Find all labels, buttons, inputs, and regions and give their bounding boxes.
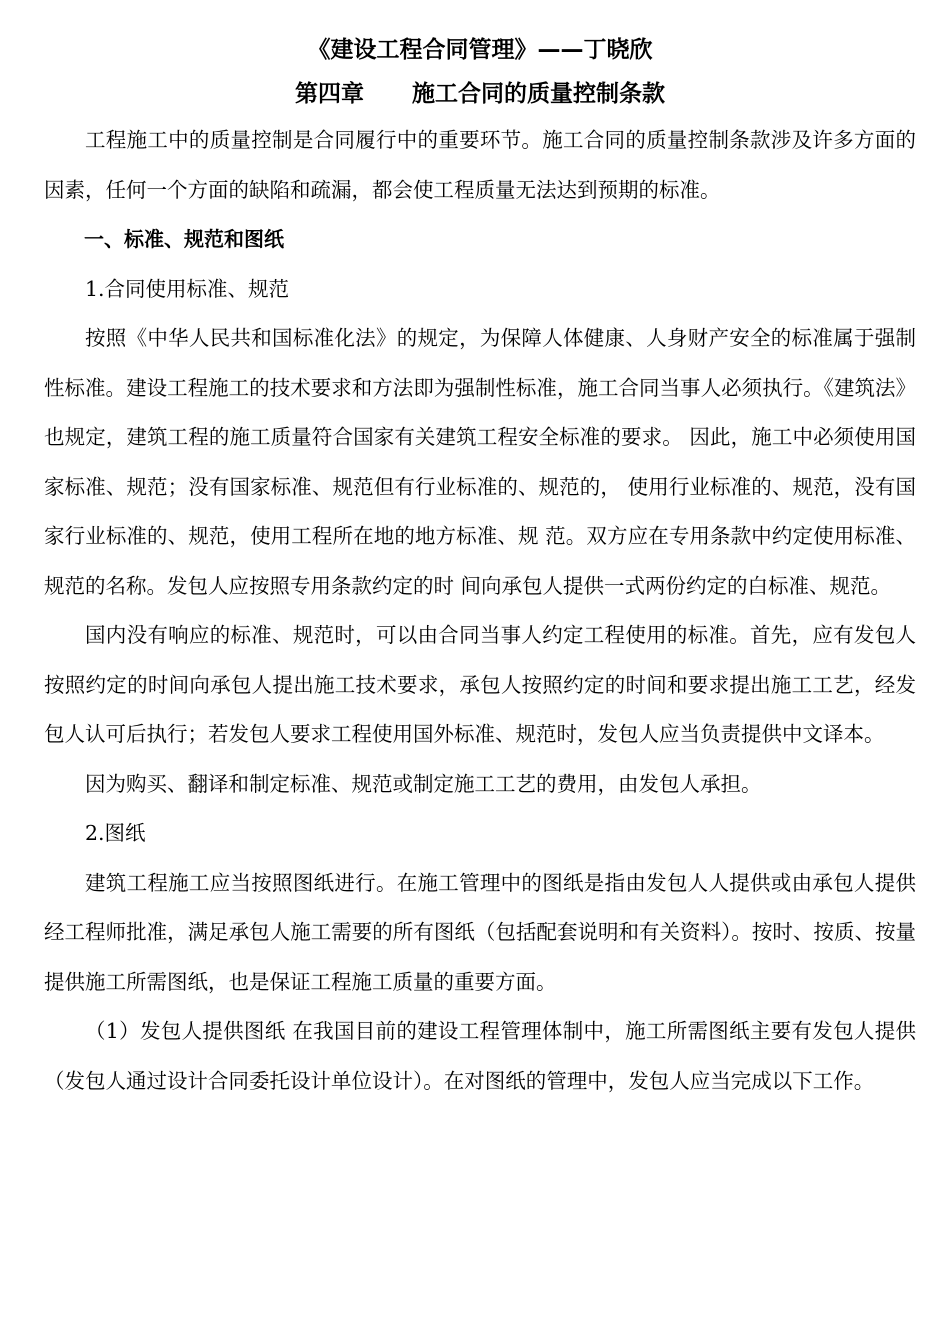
subsection-contract-standards: 1.合同使用标准、规范 bbox=[85, 276, 290, 301]
chapter-number: 第四章 bbox=[295, 81, 364, 107]
document-body bbox=[44, 116, 916, 1106]
paragraph-standards-cost: 因为购买、翻译和制定标准、规范或制定施工工艺的费用，由发包人承担。 bbox=[85, 771, 762, 796]
paragraph-drawings: 建筑工程施工应当按照图纸进行。在施工管理中的图纸是指由发包人人提供或由承包人提供经工程师批准，满足承包人施工需要的所有图纸（包括配套说明和有关资料）。按时、按质、按量提供施工所需图纸，也是保证工程施工质量的重要方面。 bbox=[44, 870, 916, 994]
paragraph-no-domestic-standards: 国内没有响应的标准、规范时，可以由合同当事人约定工程使用的标准。首先，应有发包人按照约定的时间向承包人提出施工技术要求，承包人按照约定的时间和要求提出施工工艺，经发包人认可后执行；若发包人要求工程使用国外标准、规范时，发包人应当负责提供中文译本。 bbox=[44, 623, 916, 746]
section-heading-standards: 一、标准、规范和图纸 bbox=[84, 227, 284, 251]
document-page bbox=[44, 30, 916, 1106]
chapter-heading bbox=[44, 74, 916, 114]
document-title: 《建设工程合同管理》——丁晓欣 bbox=[307, 37, 653, 63]
paragraph-mandatory-standards: 按照《中华人民共和国标准化法》的规定，为保障人体健康、人身财产安全的标准属于强制性标准。建设工程施工的技术要求和方法即为强制性标准，施工合同当事人必须执行。《建筑法》也规定，建筑工程的施工质量符合国家有关建筑工程安全标准的要求。 因此，施工中必须使用国家标准、规范；没有国家标准、规范但有行业标准的、规范的， 使用行业标准的、规范，没有国家行业标准的、规范，使用工程所在地的地方标准、规 范。双方应在专用条款中约定使用标准、规范的名称。发包人应按照专用条款约定的时 间向承包人提供一式两份约定的白标准、规范。 bbox=[44, 326, 916, 598]
paragraph-employer-drawings: （1）发包人提供图纸 在我国目前的建设工程管理体制中，施工所需图纸主要有发包人提供（发包人通过设计合同委托设计单位设计）。在对图纸的管理中，发包人应当完成以下工作。 bbox=[44, 1019, 916, 1093]
paragraph-intro: 工程施工中的质量控制是合同履行中的重要环节。施工合同的质量控制条款涉及许多方面的因素，任何一个方面的缺陷和疏漏，都会使工程质量无法达到预期的标准。 bbox=[44, 128, 916, 202]
chapter-name: 施工合同的质量控制条款 bbox=[412, 81, 665, 107]
subsection-drawings: 2.图纸 bbox=[85, 821, 146, 845]
